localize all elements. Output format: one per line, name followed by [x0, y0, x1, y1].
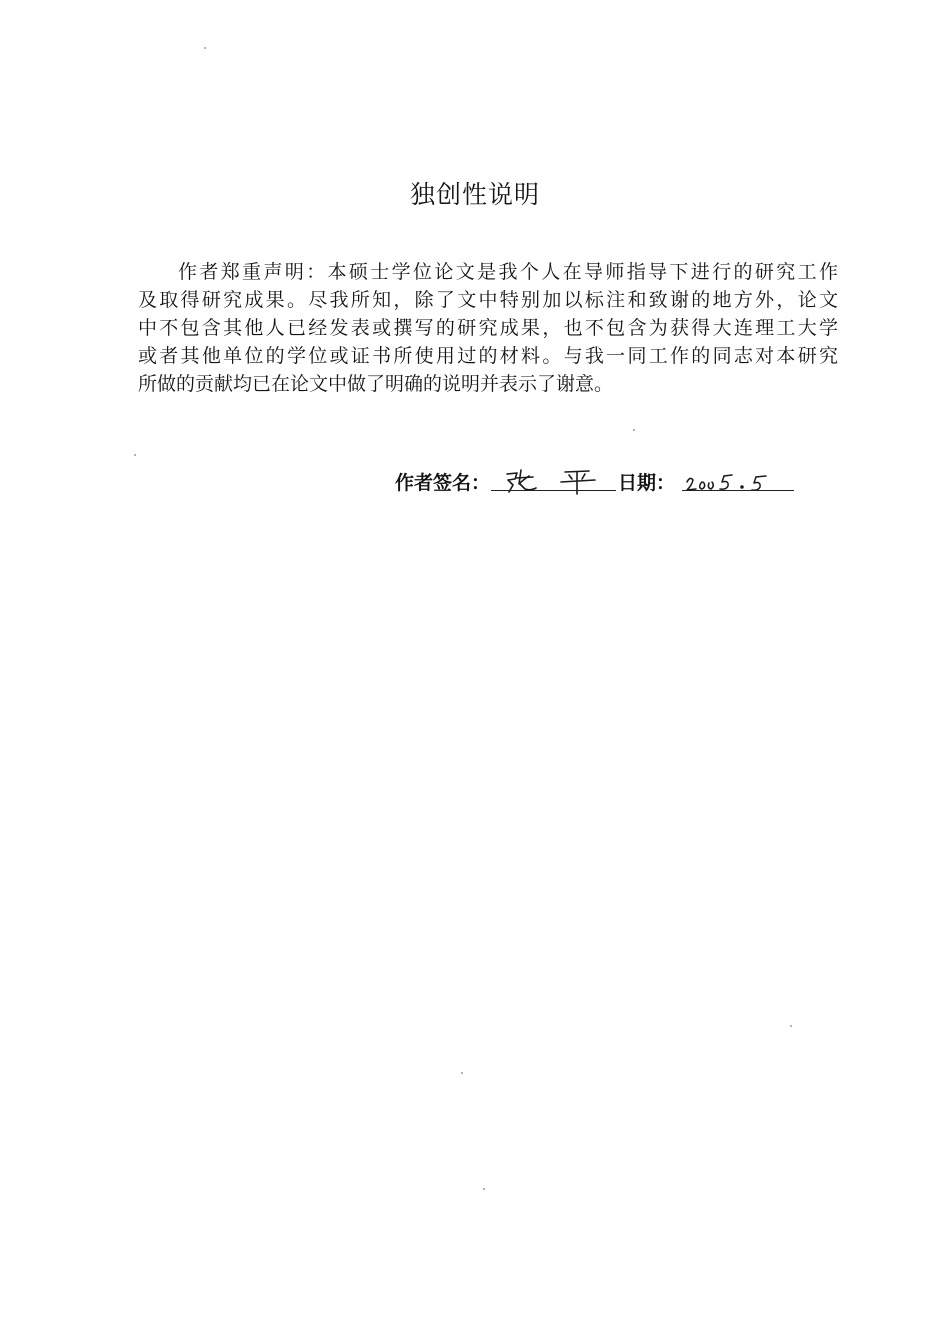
document-title: 独创性说明 [409, 180, 540, 209]
date-underline [682, 490, 794, 491]
statement-line-5: 所做的贡献均已在论文中做了明确的说明并表示了谢意。 [138, 373, 614, 395]
scan-speck [204, 47, 206, 49]
scan-speck [633, 429, 635, 431]
statement-line-2: 及取得研究成果。尽我所知，除了文中特别加以标注和致谢的地方外，论文 [138, 289, 838, 311]
scan-speck [790, 1025, 792, 1027]
date-label: 日期： [618, 472, 676, 494]
handwritten-date [684, 468, 794, 496]
scan-speck [461, 1072, 463, 1074]
scan-speck [483, 1188, 485, 1190]
signature-label: 作者签名： [395, 472, 491, 494]
signature-underline [491, 490, 616, 491]
handwritten-signature [503, 466, 613, 496]
scan-speck [134, 454, 136, 456]
statement-line-3: 中不包含其他人已经发表或撰写的研究成果，也不包含为获得大连理工大学 [138, 317, 838, 339]
statement-line-4: 或者其他单位的学位或证书所使用过的材料。与我一同工作的同志对本研究 [138, 345, 838, 367]
statement-line-1: 作者郑重声明：本硕士学位论文是我个人在导师指导下进行的研究工作 [178, 261, 838, 283]
declaration-statement [138, 258, 838, 398]
